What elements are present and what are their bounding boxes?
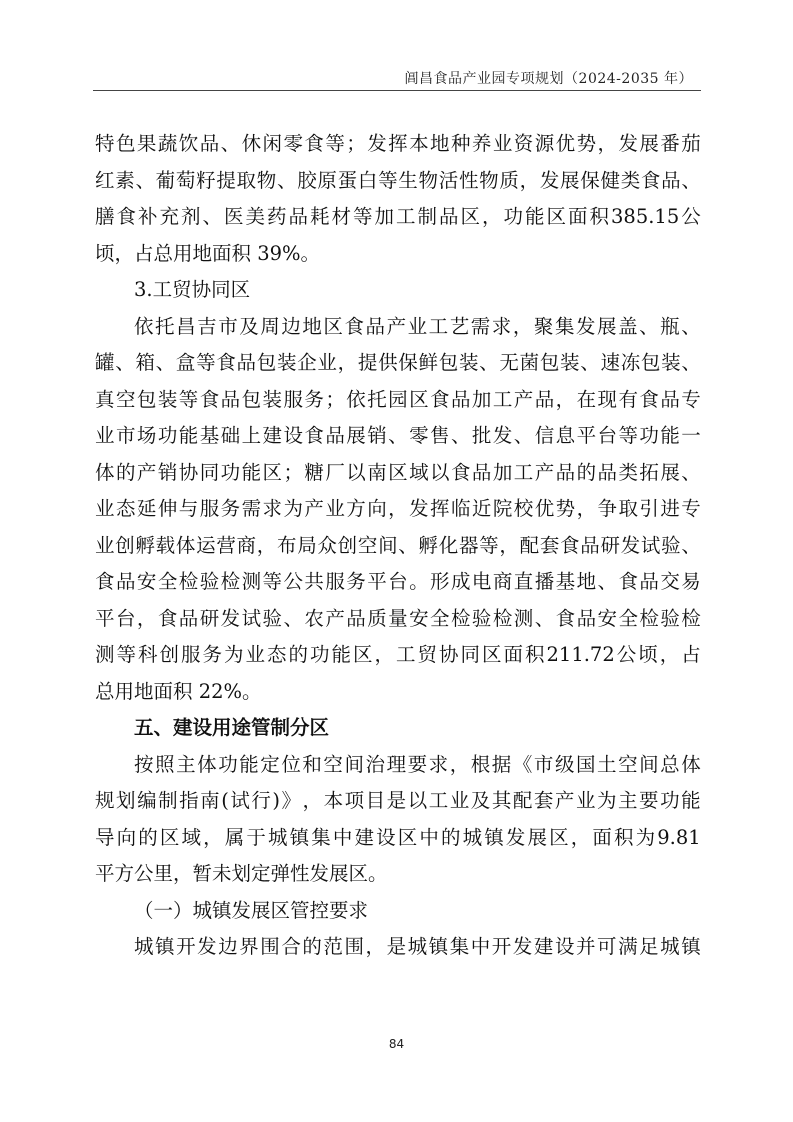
paragraph-line: 平方公里，暂未划定弹性发展区。 (95, 862, 388, 885)
running-header: 阊昌食品产业园专项规划（2024-2035 年） (404, 71, 693, 87)
page-number: 84 (388, 1037, 405, 1051)
subsection-title: 3.工贸协同区 (134, 278, 251, 301)
paragraph-line: 真 空 包 装 等 食 品 包 装 服 务 ； 依 托 园 区 食 品 加 工 产 品 ， 在 现 有 食 品 专 (95, 387, 701, 411)
paragraph-line: 食 品 安 全 检 验 检 测 等 公 共 服 务 平 台 。 形 成 电 商 直 播 基 地 、 食 品 交 易 (95, 570, 701, 593)
paragraph-line: 业 态 延 伸 与 服 务 需 求 为 产 业 方 向 ， 发 挥 临 近 院 校 优 势 ， 争 取 引 进 专 (95, 497, 701, 520)
paragraph-line: 业 创 孵 载 体 运 营 商 ， 布 局 众 创 空 间 、 孵 化 器 等 ， 配 套 食 品 研 发 试 验 、 (95, 533, 701, 557)
body-text (95, 126, 701, 966)
paragraph-line: 平 台 ， 食 品 研 发 试 验 、 农 产 品 质 量 安 全 检 验 检 测 、 食 品 安 全 检 验 检 (95, 606, 701, 630)
paragraph-line: 红 素 、 葡 萄 籽 提 取 物 、 胶 原 蛋 白 等 生 物 活 性 物 质 ， 发 展 保 健 类 食 品 、 (95, 168, 701, 192)
paragraph-line: 按 照 主 体 功 能 定 位 和 空 间 治 理 要 求 ， 根 据 《 市 级 国 土 空 间 总 体 (134, 752, 701, 776)
paragraph-line: 总用地面积 22%。 (95, 679, 262, 703)
paragraph-line: 依 托 昌 吉 市 及 周 边 地 区 食 品 产 业 工 艺 需 求 ， 聚 集 发 展 盖 、 瓶 、 (134, 314, 701, 338)
header-rule (93, 90, 701, 91)
subsection-title: （一）城镇发展区管控要求 (134, 898, 369, 922)
paragraph-line: 规 划 编 制 指 南 ( 试 行 ) 》 ， 本 项 目 是 以 工 业 及 其 配 套 产 业 为 主 要 功 能 (95, 789, 701, 812)
paragraph-line: 导 向 的 区 域 ， 属 于 城 镇 集 中 建 设 区 中 的 城 镇 发 展 区 ， 面 积 为 9.81 (95, 825, 701, 849)
paragraph-line: 业 市 场 功 能 基 础 上 建 设 食 品 展 销 、 零 售 、 批 发 、 信 息 平 台 等 功 能 一 (95, 424, 701, 447)
paragraph-line: 特 色 果 蔬 饮 品 、 休 闲 零 食 等 ； 发 挥 本 地 种 养 业 资 源 优 势 ， 发 展 番 茄 (95, 132, 701, 155)
paragraph-line: 顷，占总用地面积 39%。 (95, 241, 321, 265)
paragraph-line: 测 等 科 创 服 务 为 业 态 的 功 能 区 ， 工 贸 协 同 区 面 积 211.72 公 顷 ， 占 (95, 643, 701, 666)
paragraph-line: 膳 食 补 充 剂 、 医 美 药 品 耗 材 等 加 工 制 品 区 ， 功 能 区 面 积 385.15 公 (95, 205, 701, 228)
paragraph-line: 体 的 产 销 协 同 功 能 区 ； 糖 厂 以 南 区 域 以 食 品 加 工 产 品 的 品 类 拓 展 、 (95, 460, 701, 484)
paragraph-line: 城 镇 开 发 边 界 围 合 的 范 围 ， 是 城 镇 集 中 开 发 建 设 并 可 满 足 城 镇 (134, 935, 701, 958)
paragraph-line: 罐 、 箱 、 盒 等 食 品 包 装 企 业 ， 提 供 保 鲜 包 装 、 无 菌 包 装 、 速 冻 包 装 、 (95, 351, 701, 374)
section-heading: 五、建设用途管制分区 (134, 716, 330, 739)
